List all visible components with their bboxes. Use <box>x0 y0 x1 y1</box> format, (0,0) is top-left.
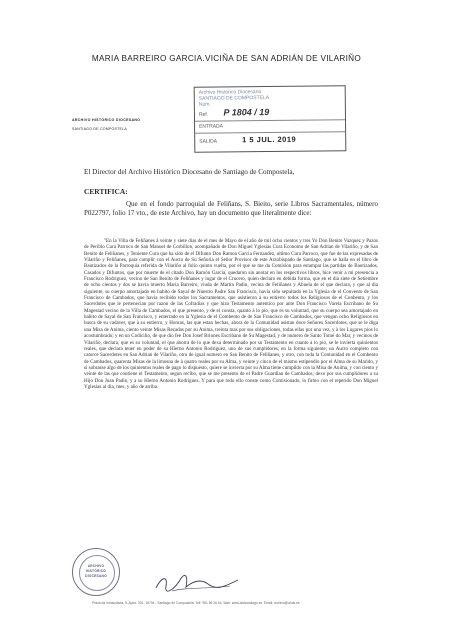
stamp-archive-name: Archivo Histórico Diocesano <box>198 89 262 96</box>
registry-stamp <box>194 85 347 153</box>
stamp-exit <box>199 135 296 145</box>
signature <box>152 572 242 594</box>
stamp-number-label: Núm. <box>198 101 211 108</box>
seal-text: ARCHIVO <box>87 564 105 568</box>
seal-inner-ring <box>79 555 115 591</box>
seal-text: DIOCESANO <box>85 574 107 578</box>
page-heading: MARIA BARREIRO GARCIA.VICIÑA DE SAN ADRIÁN DE VILARIÑO <box>91 54 362 63</box>
stamp-ref-value: P 1804 / 19 <box>223 107 270 118</box>
stamp-ref-label: Ref. <box>198 111 209 118</box>
archive-seal <box>72 548 120 596</box>
stamp-entry-label: ENTRADA <box>199 123 224 130</box>
archive-name: ARCHIVO HISTÓRICO DIOCESANO <box>72 118 141 122</box>
stamp-date: 1 5 JUL. 2019 <box>242 134 297 145</box>
seal-text: HISTÓRICO <box>85 569 107 573</box>
stamp-ref <box>199 107 269 118</box>
certifies-title: CERTIFICA: <box>84 187 128 196</box>
intro-paragraph: Que en el fondo parroquial de Feliñans, S. Bieito, serie Libros Sacramentales, número P022797, folio 17 vto., de este Archivo, hay un documento que literalmente dice: <box>84 200 378 218</box>
stamp-divider <box>195 131 345 134</box>
archive-city: SANTIAGO DE COMPOSTELA <box>72 127 127 131</box>
director-line: El Director del Archivo Histórico Diocesano de Santiago de Compostela, <box>84 168 295 176</box>
stamp-city: SANTIAGO DE COMPOSTELA <box>198 95 270 102</box>
stamp-exit-label: SALIDA <box>199 138 217 145</box>
stamp-divider <box>195 119 345 122</box>
transcribed-document: "En la Villa de Feliñanes â veinte y siete dias de el mes de Mayo de el año de mil ocho cientos y tres Yo Don Benito Vazquez y Pazos de Periblo Cura Parroco de San Manuel de Corbillon, acompañado de Don Miguel Yglesias Cura Economo de San Adrian de Vilariño, y de San Benito de Feliñanes, y Teniente Cura que ha sido de el Difunto Don Ramon Garcia Fernandez, ultimo Cura Parroco, que fue de las expresadas de Vilariño y Feliñanes, para cumplir con el Aucto de Su Señoria el Señor Provisor de este Arzobispado de Santiago, que se halla en el libro de Bautizados de la Parroquia referida de Vilariño al folio quinto vuelta, por el que se me da Comision para estampar las partidas de Bautizados, Casados y Difuntos, que por muerte de el citado Don Ramón Garcia, quedaron sin anotar en los respectivos libros, hice venir a mi presencia a Francisco Rodriguez, vecino de San Benito de Feliñanes y lugar de el Crucero, quien declaro en debida forma, que en el dia siete de Setiembre de ocho cientos y dos se havia muerto Maria Barreiro, viuda de Martin Padin, vecina de Feliñanes y Abuela de el que declara, y que al dia siguiente, su cuerpo amortajado en habito de Sayal de Nuestro Padre San Francisco, havia sido sepultado en la Yglesia de el Convento de San Francisco de Cambados, que havia recibido todos los Sacramentos, que asistieron a su entierro todos los Religiosos de el Conbento, y los Sacerdotes que le pertenecian por razon de las Cofradias y que hizo Testamento autentico por ante Don Francisco Varela Escribano de Su Magestad vecino de la Villa de Cambados, el que presento, y de el consta, quanto à lo pio, que es su voluntad, que su cuerpo sea amortajado en habito de Sayal de San Francisco, y enterrado en la Yglesia de el Combento de de San Francisco de Cambados, que vengan ocho Religiosos en busca de su cadaver, que à su entierro, y Honras, las que estan hechas, ahora de la Comunidad asistan doce Señores Sacerdotes, que se le diga una Misa de Anima, ciento veinte Misas Rezadas por su Anima, treinta mas por sus obligaciones, todas ellas por una vez, y à los Lugares pios lo acostumbrado; y en un Codicilio, de que dio fee Don Josef Briones Escribano de Su Magestad, y de numero de Santo Tomé do Mar, y vecinos de Vilariño, declara, que es su voluntad, el que ahorra de lo que dexa determinado por su Testamento en cuanto à lo pio, se le invierta quinientos reales, que declara tener en poder de su Hierno Antonio Rodriguez, uno de sus cumplidores, en la forma siguiente; un Aucto completo con catorce Sacerdotes en San Adrian de Vilariño, otro de igual numero en San Benito de Feliñanes, y otro, con toda la Comunidad en el Combento de Cambados, quarenta Misas de la limosna de à quatro reales por su Alma, y veinte y cinco de el mismo estipendio por el Alma de su Marido, y si sobrasse algo de los quinientos reales de pago lo dispuesto, quiere se invierta por su Alma tiene cumplido con la Misa de Anima, y con ciento y veinte de las que contiene el Testamento, segun recibo, que se me presento de el Padre Guardian de Cambados; dexo por sus cumplidores a su Hijo Don Juan Padin, y a su Hierno Antonio Rodriguez. Y para que todo ello conste como Comisionado, lo firmo con el reperido Don Miguel Yglesias al dia, mes, y año de arriba. <box>84 238 378 390</box>
footer-address: Praza da Inmaculada, 5. Apdo. 301. 15704 - Santiago de Compostela. Telf. 981 56 26 64. Web: www.ahdsantiago.es. Email: archivo@ahds.es <box>92 601 300 605</box>
archive-letterhead <box>72 118 140 131</box>
